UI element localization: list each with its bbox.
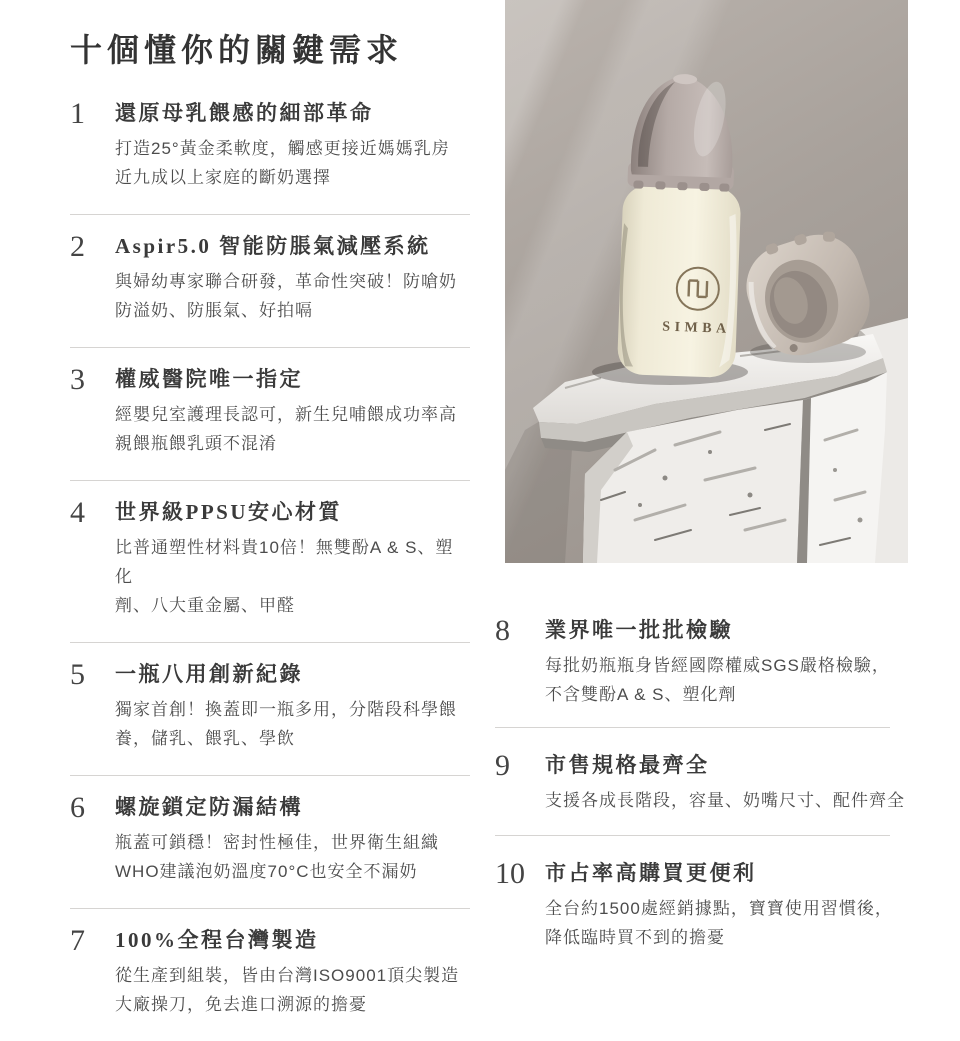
item-heading: 螺旋鎖定防漏結構	[115, 794, 303, 819]
item-number: 5	[70, 657, 85, 691]
item-heading: 業界唯一批批檢驗	[545, 618, 733, 642]
item-number: 3	[70, 362, 85, 396]
item-body	[115, 267, 470, 325]
item-body-line: 大廠操刀，免去進口溯源的擔憂	[115, 994, 367, 1014]
feature-list-left	[70, 30, 470, 1041]
item-body	[115, 533, 470, 620]
feature-item-2	[70, 215, 470, 347]
item-number: 2	[70, 229, 85, 263]
item-number: 4	[70, 495, 85, 529]
item-body-line: 養，儲乳、餵乳、學飲	[115, 728, 295, 748]
feature-list-right	[495, 0, 910, 952]
item-body	[545, 786, 910, 815]
item-body	[545, 894, 910, 952]
item-body	[545, 651, 910, 709]
item-body-line: 降低臨時買不到的擔憂	[545, 928, 725, 947]
item-heading: 市占率高購買更便利	[545, 861, 757, 885]
item-body-line: WHO建議泡奶溫度70°C也安全不漏奶	[115, 861, 418, 881]
item-heading: 權威醫院唯一指定	[115, 366, 303, 391]
item-heading: 市售規格最齊全	[545, 753, 710, 777]
item-heading: Aspir5.0 智能防脹氣減壓系統	[115, 233, 431, 258]
feature-item-9	[495, 728, 910, 835]
item-body-line: 從生產到組裝，皆由台灣ISO9001頂尖製造	[115, 965, 460, 985]
item-body-line: 全台約1500處經銷據點，寶寶使用習慣後，	[545, 899, 893, 918]
item-body	[115, 961, 470, 1019]
feature-item-4	[70, 481, 470, 642]
item-body-line: 不含雙酚A & S、塑化劑	[545, 685, 737, 704]
item-body-line: 每批奶瓶瓶身皆經國際權威SGS嚴格檢驗，	[545, 656, 890, 675]
item-body-line: 與婦幼專家聯合研發，革命性突破！防嗆奶	[115, 271, 457, 291]
item-heading: 還原母乳餵感的細部革命	[115, 100, 374, 125]
feature-item-8	[495, 615, 910, 727]
feature-item-1	[70, 96, 470, 214]
item-body	[115, 400, 470, 458]
item-number: 9	[495, 749, 510, 782]
item-body-line: 劑、八大重金屬、甲醛	[115, 595, 295, 615]
item-number: 7	[70, 923, 85, 957]
item-number: 6	[70, 790, 85, 824]
item-body-line: 近九成以上家庭的斷奶選擇	[115, 167, 331, 187]
item-body-line: 獨家首創！換蓋即一瓶多用，分階段科學餵	[115, 699, 457, 719]
item-number: 10	[495, 857, 525, 890]
item-body-line: 打造25°黃金柔軟度，觸感更接近媽媽乳房	[115, 138, 450, 158]
item-body-line: 親餵瓶餵乳頭不混淆	[115, 433, 277, 453]
item-number: 8	[495, 614, 510, 647]
feature-item-6	[70, 776, 470, 908]
simba-wordmark: SIMBA	[662, 319, 731, 337]
baby-bottle	[617, 72, 745, 378]
item-body	[115, 695, 470, 753]
item-body-line: 比普通塑性材料貴10倍！無雙酚A & S、塑化	[115, 537, 454, 586]
feature-item-5	[70, 643, 470, 775]
item-body-line: 防溢奶、防脹氣、好拍嗝	[115, 300, 313, 320]
page-title: 十個懂你的關鍵需求	[70, 32, 404, 68]
item-number: 1	[70, 96, 85, 130]
item-body-line: 經嬰兒室護理長認可，新生兒哺餵成功率高	[115, 404, 457, 424]
item-heading: 世界級PPSU安心材質	[115, 499, 342, 524]
product-photo	[505, 0, 908, 563]
item-heading: 100%全程台灣製造	[115, 927, 319, 952]
item-body	[115, 828, 470, 886]
item-body-line: 瓶蓋可鎖穩！密封性極佳，世界衛生組織	[115, 832, 439, 852]
feature-item-10	[495, 836, 910, 952]
item-body-line: 支援各成長階段，容量、奶嘴尺寸、配件齊全	[545, 791, 905, 810]
photo-scene	[505, 0, 908, 563]
feature-item-3	[70, 348, 470, 480]
feature-item-7	[70, 909, 470, 1041]
item-heading: 一瓶八用創新紀錄	[115, 661, 303, 686]
item-body	[115, 134, 470, 192]
